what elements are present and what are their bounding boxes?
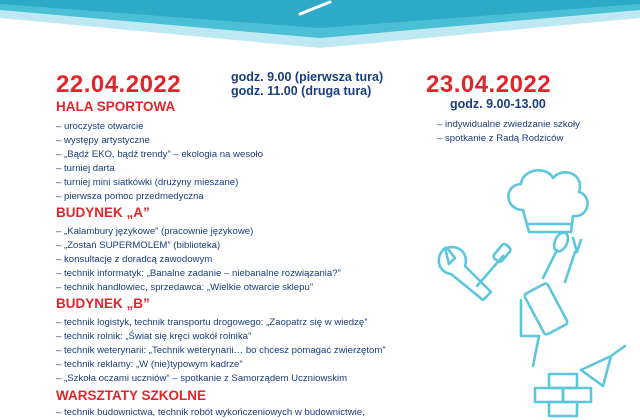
paint-roller-icon — [521, 283, 568, 366]
day1-time-first: godz. 9.00 (pierwsza tura) — [231, 70, 384, 84]
list-item: – pierwsza pomoc przedmedyczna — [56, 191, 204, 202]
list-item: – „Kalambury językowe” (pracownie językowe) — [56, 226, 254, 237]
list-item: – technik budownictwa, technik robót wykończeniowych w budownictwie, — [56, 407, 365, 418]
section-title-warsztaty: WARSZTATY SZKOLNE — [56, 388, 206, 403]
list-item: – turniej darta — [56, 163, 115, 174]
list-item: – technik handlowiec, sprzedawca: „Wielkie otwarcie sklepu” — [56, 282, 314, 293]
list-item: – konsultacje z doradcą zawodowym — [56, 254, 213, 265]
day1-date: 22.04.2022 — [56, 71, 182, 98]
list-item: – technik weterynarii: „Technik weterynarii… bo chcesz pomagać zwierzętom” — [56, 345, 386, 356]
day2-time: godz. 9.00-13.00 — [450, 97, 546, 111]
day1-time-second: godz. 11.00 (druga tura) — [231, 84, 372, 98]
section-title-budynek-b: BUDYNEK „B” — [56, 296, 150, 311]
list-item: – występy artystyczne — [56, 135, 150, 146]
list-item: – „Bądź EKO, bądź trendy” – ekologia na wesoło — [56, 149, 263, 160]
list-item: – technik reklamy: „W (nie)typowym kadrze” — [56, 359, 243, 370]
list-item: – „Szkoła oczami uczniów” – spotkanie z Samorządem Uczniowskim — [56, 373, 348, 384]
day2-item: – indywidualne zwiedzanie szkoły — [437, 119, 580, 130]
list-item: – turniej mini siatkówki (drużyny mieszane) — [56, 177, 239, 188]
list-item: – technik rolnik: „Świat się kręci wokół rolnika” — [56, 331, 252, 342]
day2-date: 23.04.2022 — [426, 71, 552, 98]
screwdriver-icon — [477, 243, 512, 286]
list-item: – technik informatyk: „Banalne zadanie – niebanalne rozwiązania?” — [56, 268, 341, 279]
chef-hat-icon — [508, 170, 587, 232]
vocational-icons — [425, 160, 640, 420]
trowel-icon — [581, 346, 625, 386]
day2-item: – spotkanie z Radą Rodziców — [437, 133, 564, 144]
section-title-hala: HALA SPORTOWA — [56, 99, 176, 114]
top-banner — [0, 0, 640, 60]
wrench-icon — [439, 247, 491, 300]
list-item: – „Zostań SUPERMOLEM” (biblioteka) — [56, 240, 221, 251]
list-item: – technik logistyk, technik transportu drogowego: „Zaopatrz się w wiedzę” — [56, 317, 368, 328]
section-title-budynek-a: BUDYNEK „A” — [56, 205, 150, 220]
list-item: – uroczyste otwarcie — [56, 121, 144, 132]
bricks-icon — [535, 374, 591, 416]
utensils-icon — [543, 230, 581, 282]
